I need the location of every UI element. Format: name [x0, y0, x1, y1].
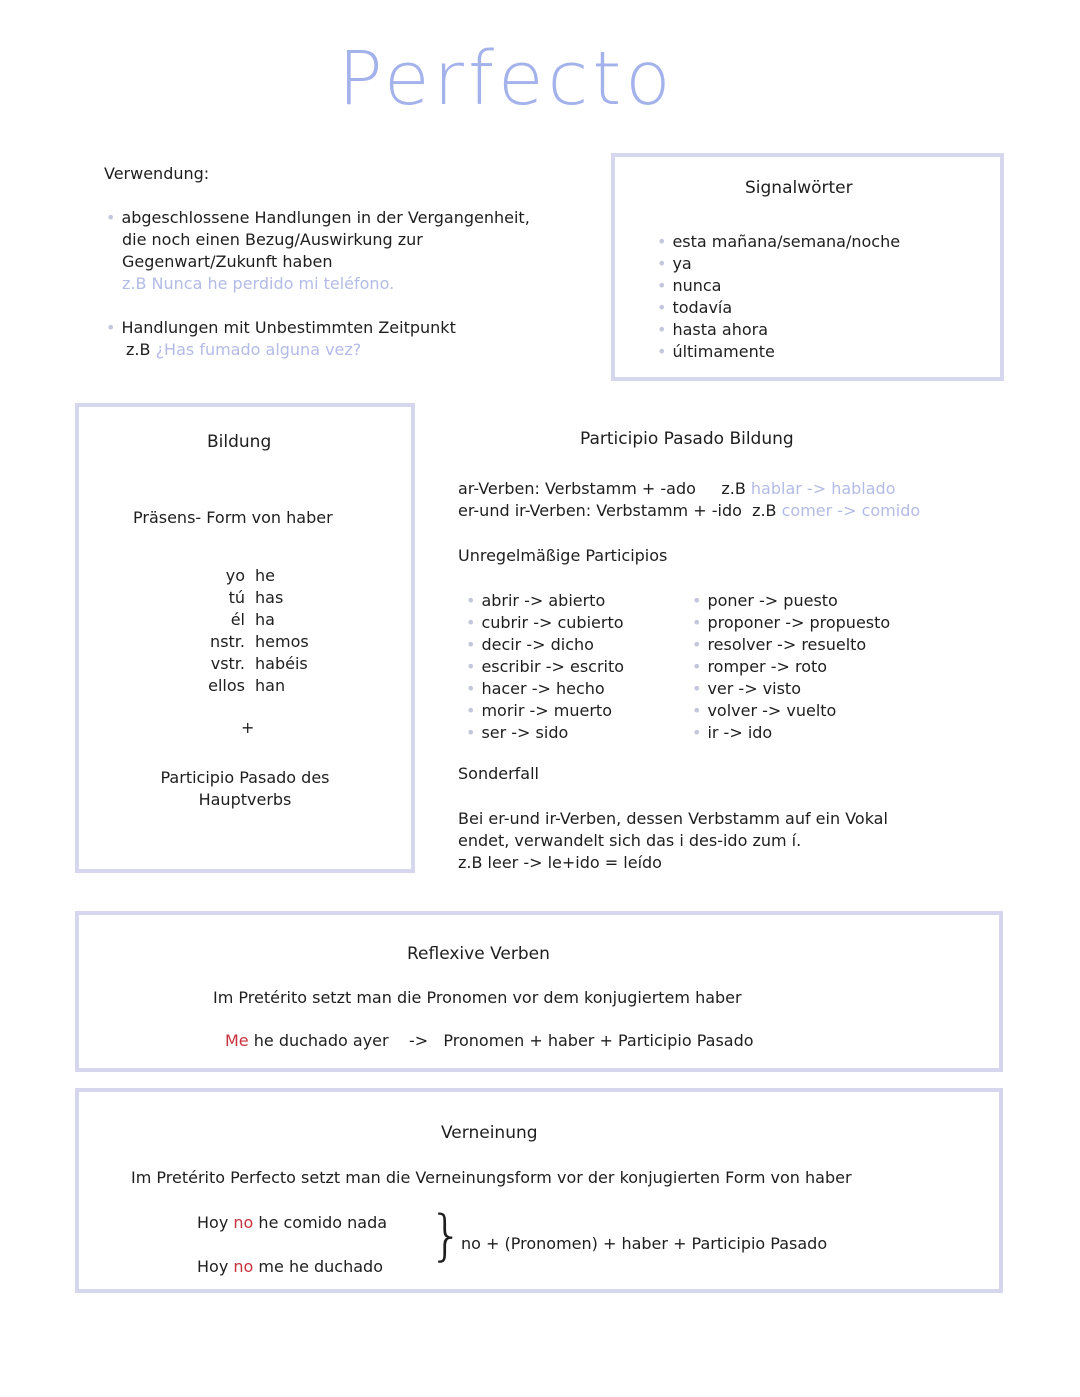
list-item: • volver -> vuelto — [692, 701, 837, 720]
list-item: • proponer -> propuesto — [692, 613, 891, 632]
participio-rule-ar: ar-Verben: Verbstamm + -ado z.B hablar -> hablado — [458, 479, 896, 498]
list-item: • últimamente — [657, 342, 775, 361]
bildung-box — [75, 403, 415, 873]
list-item: • resolver -> resuelto — [692, 635, 867, 654]
pronoun-column: yo tú él nstr. vstr. ellos — [208, 566, 245, 695]
list-item: • cubrir -> cubierto — [466, 613, 624, 632]
list-item: • abrir -> abierto — [466, 591, 606, 610]
list-item: • hasta ahora — [657, 320, 768, 339]
irregular-heading: Unregelmäßige Participios — [458, 546, 668, 565]
verwendung-line: die noch einen Bezug/Auswirkung zur — [122, 230, 423, 249]
signalwoerter-heading: Signalwörter — [745, 178, 853, 198]
list-item: • poner -> puesto — [692, 591, 838, 610]
haber-forms-column: he has ha hemos habéis han — [255, 566, 309, 695]
sonderfall-heading: Sonderfall — [458, 764, 539, 783]
reflexive-heading: Reflexive Verben — [407, 944, 550, 964]
list-item: • decir -> dicho — [466, 635, 594, 654]
verwendung-line: • abgeschlossene Handlungen in der Vergangenheit, — [106, 208, 530, 227]
participio-rule-er-ir: er-und ir-Verben: Verbstamm + -ido z.B comer -> comido — [458, 501, 921, 520]
list-item: • hacer -> hecho — [466, 679, 605, 698]
verwendung-item-1 — [106, 207, 530, 295]
verwendung-example: ¿Has fumado alguna vez? — [155, 340, 362, 359]
example-prefix: z.B — [126, 340, 151, 359]
bildung-heading: Bildung — [207, 432, 272, 452]
verwendung-heading: Verwendung: — [104, 164, 210, 183]
verneinung-box — [75, 1088, 1003, 1293]
verneinung-rule: Im Pretérito Perfecto setzt man die Verneinungsform vor der konjugierten Form von haber — [131, 1168, 852, 1187]
plus-sign: + — [241, 718, 255, 737]
participio-heading: Participio Pasado Bildung — [580, 429, 794, 449]
verwendung-item-2 — [106, 317, 456, 361]
list-item: • ser -> sido — [466, 723, 569, 742]
verwendung-line: • Handlungen mit Unbestimmten Zeitpunkt — [106, 318, 456, 337]
verneinung-example-1: Hoy no he comido nada — [197, 1213, 388, 1232]
reflexive-rule: Im Pretérito setzt man die Pronomen vor dem konjugiertem haber — [213, 988, 742, 1007]
list-item: • ver -> visto — [692, 679, 801, 698]
verneinung-heading: Verneinung — [441, 1123, 538, 1143]
list-item: • todavía — [657, 298, 733, 317]
irregular-list-left — [466, 590, 624, 744]
signalwoerter-box — [611, 153, 1004, 381]
list-item: • romper -> roto — [692, 657, 828, 676]
list-item: • escribir -> escrito — [466, 657, 625, 676]
list-item: • morir -> muerto — [466, 701, 612, 720]
reflexive-box — [75, 911, 1003, 1072]
list-item: • ya — [657, 254, 692, 273]
verneinung-example-2: Hoy no me he duchado — [197, 1257, 383, 1276]
reflexive-example: Me he duchado ayer -> Pronomen + haber + Participio Pasado — [225, 1031, 754, 1050]
list-item: • nunca — [657, 276, 722, 295]
irregular-list-right — [692, 590, 890, 744]
verneinung-formula: no + (Pronomen) + haber + Participio Pasado — [461, 1234, 828, 1253]
list-item: • esta mañana/semana/noche — [657, 232, 901, 251]
sonderfall-text: Bei er-und ir-Verben, dessen Verbstamm auf ein Vokal endet, verwandelt sich das i des-ido zum í. z.B leer -> le+ido = leído — [458, 809, 888, 872]
bildung-footer: Participio Pasado des Hauptverbs — [160, 768, 330, 809]
curly-brace: } — [429, 1204, 464, 1267]
verwendung-example: z.B Nunca he perdido mi teléfono. — [122, 274, 395, 293]
signalwoerter-list — [657, 231, 900, 363]
page-title: Perfecto — [338, 36, 675, 122]
bildung-subheading: Präsens- Form von haber — [133, 508, 333, 527]
verwendung-line: Gegenwart/Zukunft haben — [122, 252, 333, 271]
list-item: • ir -> ido — [692, 723, 773, 742]
